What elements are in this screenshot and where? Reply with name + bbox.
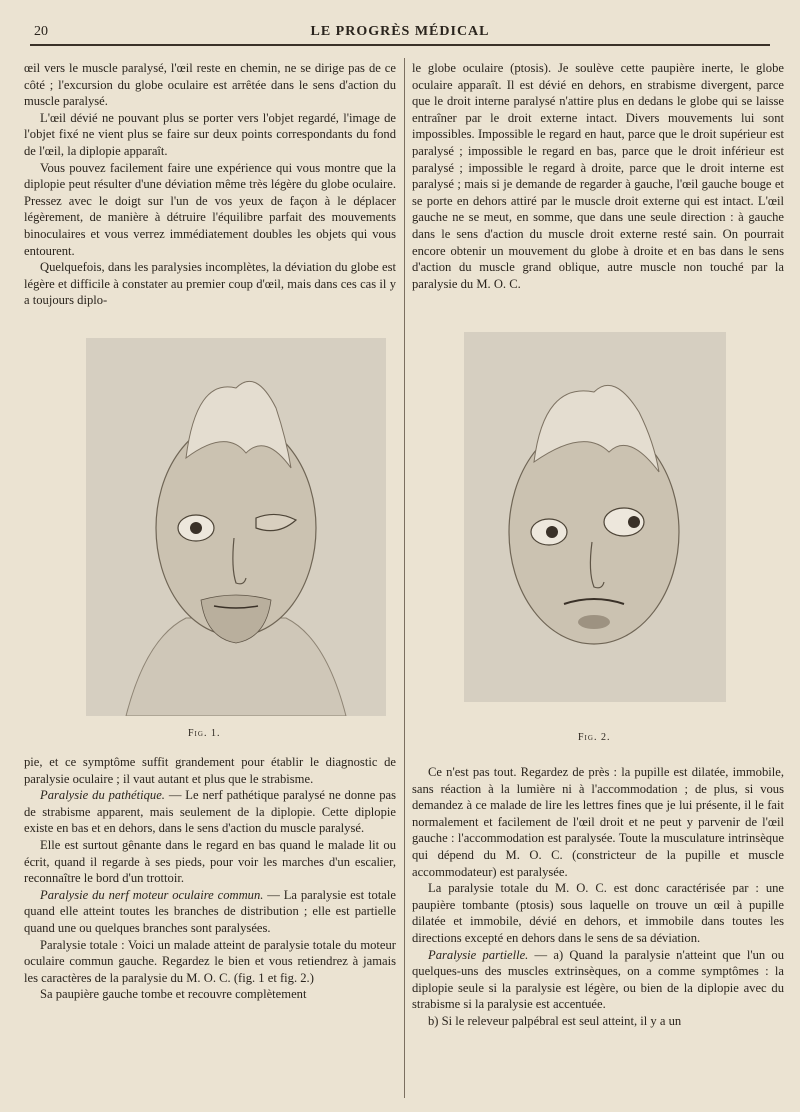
left-column-top	[24, 60, 396, 309]
portrait-drawing-2	[464, 332, 726, 702]
paragraph: b) Si le releveur palpébral est seul atteint, il y a un	[428, 1013, 682, 1028]
paragraph	[24, 887, 396, 937]
paragraph: le globe oculaire (ptosis). Je soulève cette paupière inerte, le globe oculaire apparaît. Il est dévié en dehors, en strabisme divergent, parce que le droit interne paralysé n'attire plus en dedans le globe qui se laisse entraîner par le droit externe intact. Divers mouvements lui sont impossibles. Impossible le regard en haut, parce que le droit supérieur est paralysé ; impossible le regard en bas, parce que le droit inférieur est paralysé ; impossible le regard à droite, parce que le droit interne est paralysé ; mais si je demande de regarder à gauche, l'œil gauche bouge et se porte en dehors attiré par le muscle droit externe qui est intact. L'œil gauche ne se meut, en somme, que dans une seule direction : à gauche dans le sens d'action du muscle droit externe resté sain. On pourrait encore obtenir un mouvement du globe à droite et en bas dans le sens d'action du muscle grand oblique, autre muscle non touché par la paralysie du M. O. C.	[412, 61, 784, 291]
page-header	[0, 0, 800, 46]
figure-1-portrait	[86, 338, 386, 716]
paragraph: L'œil dévié ne pouvant plus se porter vers l'objet regardé, l'image de l'objet fixé ne vient plus se faire sur deux points correspondants du fond de l'œil, la diplopie apparaît.	[24, 110, 396, 158]
paragraph: œil vers le muscle paralysé, l'œil reste en chemin, ne se dirige pas de ce côté ; l'excursion du globe oculaire est arrêtée dans le sens d'action du muscle paralysé.	[24, 61, 396, 109]
portrait-drawing-1	[86, 338, 386, 716]
figure-1-caption: Fig. 1.	[188, 728, 221, 739]
paragraph: Paralysie totale : Voici un malade atteint de paralysie totale du moteur oculaire commun gauche. Regardez le bien et vous retiendrez à jamais les caractères de la paralysie du M. O. C. (fig. 1 et fig. 2.)	[24, 937, 396, 985]
paragraph: Ce n'est pas tout. Regardez de près : la pupille est dilatée, immobile, sans réaction à la lumière ni à l'accommodation ; de plus, si vous demandez à ce malade de lire les lettres fines que je lui présente, il le fait normalement et facilement de l'œil droit et ne peut y parvenir de l'œil gauche : l'accommodation est paralysée. Toute la musculature intrinsèque qui dépend du M. O. C. (constricteur de la pupille et muscle accommodateur) est paralysée.	[412, 765, 784, 879]
paragraph-text: — a) Quand la paralysie n'atteint que l'un ou quelques-uns des muscles extrinsèques, on a comme symptômes : la diplopie seule si la paralysie est légère, ou bien de la diplopie avec du strabisme si la paralysie est accentuée.	[412, 947, 784, 1012]
paragraph-text: — La paralysie est totale quand elle atteint toutes les branches de distribution ; elle est partielle quand une ou quelques branches sont paralysées.	[24, 887, 396, 935]
section-title: Paralysie partielle.	[428, 947, 529, 962]
journal-title: LE PROGRÈS MÉDICAL	[310, 24, 490, 39]
section-title: Paralysie du nerf moteur oculaire commun.	[40, 887, 264, 902]
page-number: 20	[34, 24, 48, 39]
figure-2-portrait	[464, 332, 726, 702]
figure-2-caption: Fig. 2.	[578, 732, 611, 743]
paragraph: Vous pouvez facilement faire une expérience qui vous montre que la diplopie peut résulter d'une déviation même très légère du globe oculaire. Pressez avec le doigt sur l'un de vos yeux de façon à le déplacer légèrement, de manière à détruire l'équilibre parfait des mouvements binoculaires et vous verrez immédiatement doubles les objets qui vous entourent.	[24, 160, 396, 258]
paragraph-text: — Le nerf pathétique paralysé ne donne pas de strabisme apparent, mais seulement de la diplopie. Cette diplopie existe en bas et en dehors, dans le sens d'action du muscle paralysé.	[24, 788, 396, 836]
right-column-bottom	[412, 764, 784, 1030]
column-divider	[404, 58, 405, 1098]
paragraph: pie, et ce symptôme suffit grandement pour établir le diagnostic de paralysie oculaire ; il vaut autant et plus que le strabisme.	[24, 755, 396, 786]
paragraph: Quelquefois, dans les paralysies incomplètes, la déviation du globe est légère et difficile à constater au premier coup d'œil, mais dans ces cas il y a toujours diplo-	[24, 260, 396, 308]
section-title: Paralysie du pathétique.	[40, 788, 165, 803]
paragraph	[412, 947, 784, 1013]
right-column-top	[412, 60, 784, 292]
header-rule	[30, 44, 770, 46]
paragraph: La paralysie totale du M. O. C. est donc caractérisée par : une paupière tombante (ptosis) sous laquelle on trouve un œil à pupille dilatée et immobile, dévié en dehors, et immobile dans toutes les directions excepté en dehors dans le sens de sa déviation.	[412, 881, 784, 945]
left-column-bottom	[24, 754, 396, 1003]
paragraph: Sa paupière gauche tombe et recouvre complètement	[40, 987, 307, 1002]
paragraph	[24, 787, 396, 837]
paragraph: Elle est surtout gênante dans le regard en bas quand le malade lit ou écrit, quand il regarde à ses pieds, pour voir les marches d'un escalier, reconnaître le bord d'un trottoir.	[24, 837, 396, 886]
